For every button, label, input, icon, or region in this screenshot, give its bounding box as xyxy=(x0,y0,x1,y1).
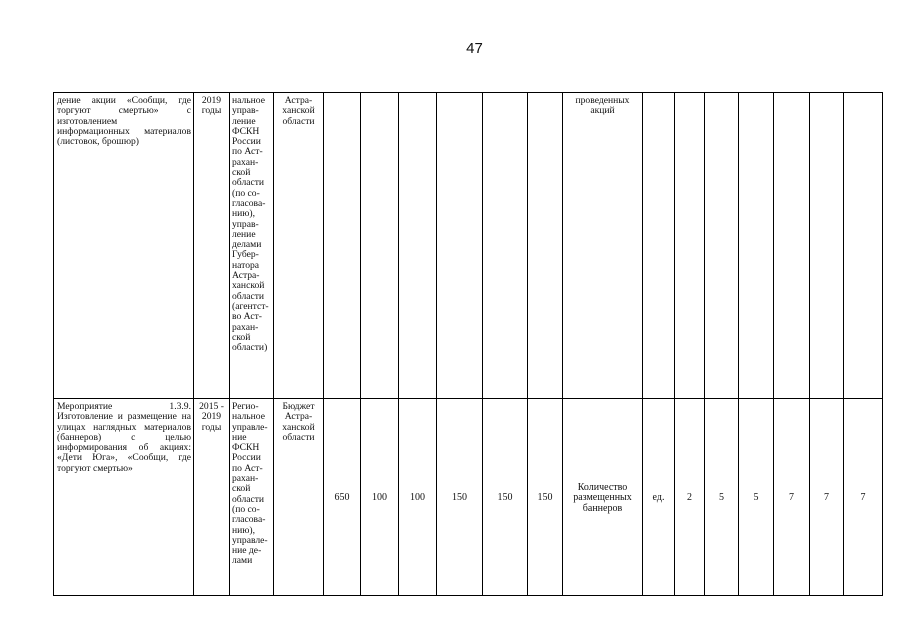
funding-cell: 150 xyxy=(437,399,483,596)
activity-cell: Мероприятие 1.3.9. Изготовление и размещение на улицах наглядных материалов (баннеров) с целью информирования об акциях: «Дети Юга», «Сообщи, где торгуют смертью» xyxy=(54,399,194,596)
funding-cell xyxy=(528,93,563,399)
funding-cell xyxy=(399,93,437,399)
indicator-cell: проведенных акций xyxy=(563,93,643,399)
target-cell xyxy=(705,93,739,399)
funding-cell xyxy=(361,93,399,399)
funding-source-cell: Астра- ханской области xyxy=(274,93,324,399)
unit-cell xyxy=(643,93,675,399)
activity-cell: дение акции «Сообщи, где торгуют смертью» с изготовлением информационных материалов (листовок, брошюр) xyxy=(54,93,194,399)
years-cell: 2015 - 2019 годы xyxy=(194,399,230,596)
funding-cell xyxy=(324,93,361,399)
funding-cell xyxy=(483,93,528,399)
program-table xyxy=(53,92,883,596)
target-cell: 2 xyxy=(675,399,705,596)
unit-cell: ед. xyxy=(643,399,675,596)
table-row xyxy=(54,399,883,596)
executor-cell: Регио- нальное управле- ние ФСКН России по Аст- рахан- ской области (по со- гласова- нию), управле- ние де- лами xyxy=(230,399,274,596)
target-cell: 7 xyxy=(810,399,844,596)
target-cell xyxy=(675,93,705,399)
target-cell xyxy=(844,93,883,399)
funding-cell: 100 xyxy=(399,399,437,596)
executor-cell: нальное управ- ление ФСКН России по Аст- рахан- ской области (по со- гласова- нию), управ- ление делами Губер- натора Астра- ханской области (агентст- во Аст- рахан- ской области) xyxy=(230,93,274,399)
funding-cell: 150 xyxy=(483,399,528,596)
target-cell: 5 xyxy=(739,399,774,596)
years-cell: 2019 годы xyxy=(194,93,230,399)
target-cell: 5 xyxy=(705,399,739,596)
indicator-cell: Количество размещенных баннеров xyxy=(563,399,643,596)
page-number: 47 xyxy=(466,40,483,57)
table-row xyxy=(54,93,883,399)
target-cell: 7 xyxy=(774,399,810,596)
target-cell xyxy=(810,93,844,399)
funding-cell: 100 xyxy=(361,399,399,596)
target-cell: 7 xyxy=(844,399,883,596)
funding-cell: 150 xyxy=(528,399,563,596)
funding-cell: 650 xyxy=(324,399,361,596)
funding-source-cell: Бюджет Астра- ханской области xyxy=(274,399,324,596)
funding-cell xyxy=(437,93,483,399)
target-cell xyxy=(774,93,810,399)
target-cell xyxy=(739,93,774,399)
